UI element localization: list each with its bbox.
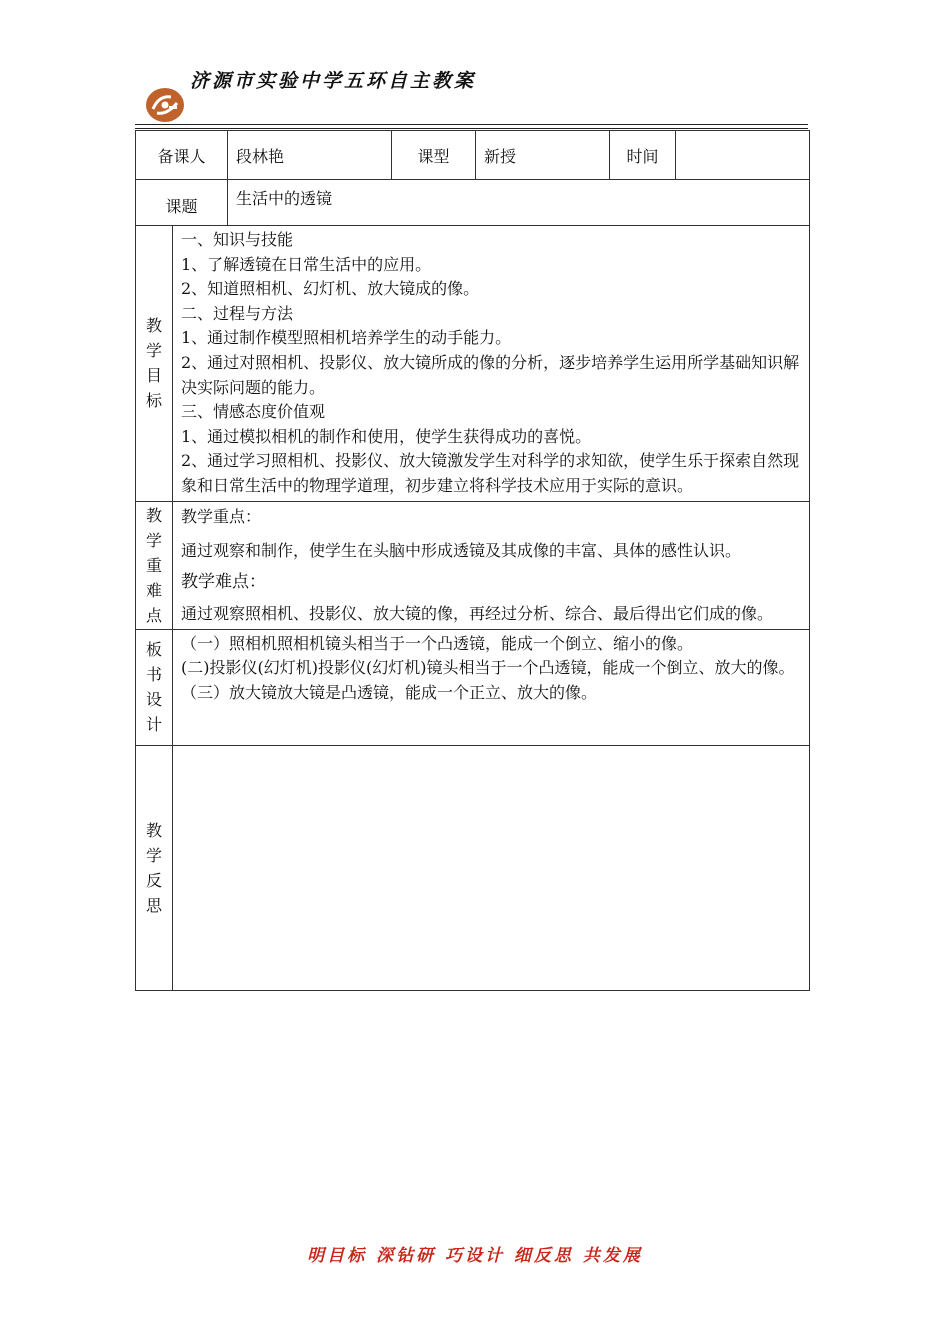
board-design-line: (二)投影仪(幻灯机)投影仪(幻灯机)镜头相当于一个凸透镜，能成一个倒立、放大的像。 [181, 658, 795, 678]
topic-value: 生活中的透镜 [228, 180, 810, 226]
preparer-value: 段林艳 [228, 131, 392, 180]
reflection-row [136, 745, 810, 990]
footer-motto: 明目标 深钻研 巧设计 细反思 共发展 [307, 1246, 643, 1266]
objectives-line: 1、通过模拟相机的制作和使用，使学生获得成功的喜悦。 [181, 426, 592, 446]
objectives-line: 2、知道照相机、幻灯机、放大镜成的像。 [181, 279, 480, 299]
board-design-label [136, 629, 173, 745]
reflection-label-char: 学 [145, 845, 162, 865]
key-points-label-char: 重 [145, 555, 162, 575]
time-label: 时间 [610, 131, 676, 180]
objectives-line: 1、通过制作模型照相机培养学生的动手能力。 [181, 328, 512, 348]
key-points-heading: 教学重点： [181, 506, 262, 526]
reflection-content[interactable] [173, 745, 810, 990]
preparer-label: 备课人 [136, 131, 228, 180]
objectives-line: 一、知识与技能 [181, 230, 294, 249]
board-design-row [136, 629, 810, 745]
lesson-plan-table [135, 130, 810, 991]
key-points-label-char: 教 [145, 505, 162, 525]
objectives-label-char: 教 [145, 316, 162, 336]
lesson-type-value: 新授 [476, 131, 610, 180]
objectives-label-char: 标 [145, 391, 162, 411]
objectives-line: 三、情感态度价值观 [181, 402, 326, 422]
key-points-content [173, 501, 810, 629]
board-design-content [173, 629, 810, 745]
board-design-label-char: 板 [145, 640, 162, 660]
board-design-label-char: 计 [145, 715, 162, 735]
difficulty-text: 通过观察照相机、投影仪、放大镜的像，再经过分析、综合、最后得出它们成的像。 [181, 603, 774, 623]
school-title: 济源市实验中学五环自主教案 [190, 70, 477, 92]
topic-row [136, 180, 810, 226]
objectives-label-char: 学 [145, 341, 162, 361]
objectives-line: 1、了解透镜在日常生活中的应用。 [181, 254, 432, 274]
reflection-label [136, 745, 173, 990]
objectives-line: 2、通过学习照相机、投影仪、放大镜激发学生对科学的求知欲，使学生乐于探索自然现象和日常生活中的物理学道理，初步建立将科学技术应用于实际的意识。 [181, 451, 800, 495]
header-rule-top [135, 124, 808, 125]
board-design-label-char: 书 [145, 665, 162, 685]
objectives-label [136, 226, 173, 502]
info-row [136, 131, 810, 180]
difficulty-heading: 教学难点： [181, 571, 266, 592]
key-points-label-char: 点 [145, 605, 162, 625]
board-design-line: （三）放大镜放大镜是凸透镜，能成一个正立、放大的像。 [181, 682, 598, 702]
objectives-line: 2、通过对照相机、投影仪、放大镜所成的像的分析，逐步培养学生运用所学基础知识解决实际问题的能力。 [181, 352, 800, 397]
reflection-label-char: 教 [145, 820, 162, 840]
board-design-label-char: 设 [145, 690, 162, 710]
time-value [676, 131, 810, 180]
header-rule-bottom [135, 128, 808, 129]
key-points-label-char: 难 [145, 580, 162, 600]
objectives-row [136, 226, 810, 502]
topic-label: 课题 [136, 180, 228, 226]
key-points-label-char: 学 [145, 530, 162, 550]
key-points-text: 通过观察和制作，使学生在头脑中形成透镜及其成像的丰富、具体的感性认识。 [181, 540, 742, 560]
key-points-row [136, 501, 810, 629]
school-logo-icon [145, 87, 185, 123]
reflection-label-char: 思 [145, 895, 162, 915]
board-design-line: （一）照相机照相机镜头相当于一个凸透镜，能成一个倒立、缩小的像。 [181, 633, 694, 653]
reflection-label-char: 反 [145, 870, 162, 890]
key-points-label [136, 501, 173, 629]
objectives-line: 二、过程与方法 [181, 303, 294, 323]
objectives-label-char: 目 [145, 366, 162, 386]
lesson-type-label: 课型 [392, 131, 476, 180]
objectives-content [173, 226, 810, 502]
